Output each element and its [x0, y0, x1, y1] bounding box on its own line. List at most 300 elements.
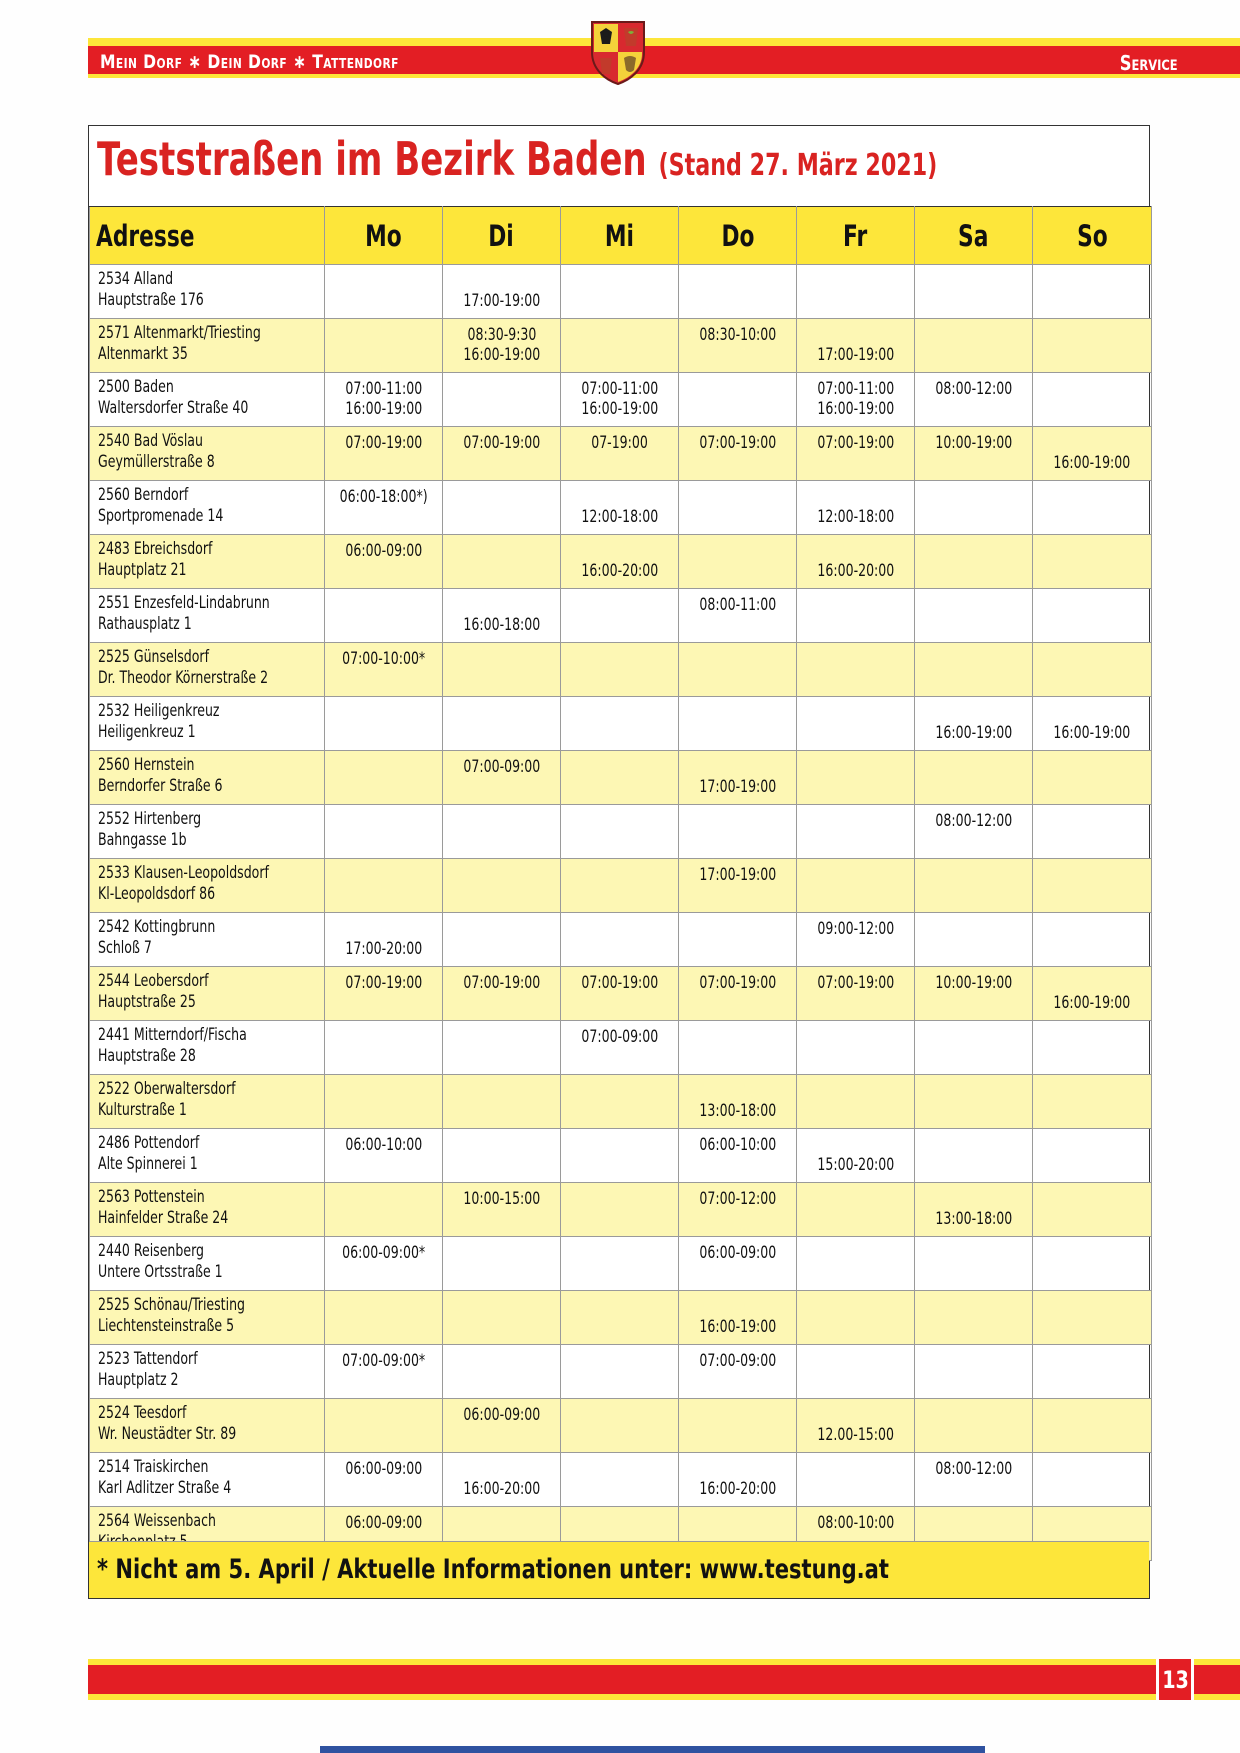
time-slot-text: 16:00-19:00 — [935, 723, 1012, 743]
time-slot — [325, 973, 442, 993]
column-header-label: Mo — [365, 218, 402, 253]
time-cell — [915, 967, 1033, 1021]
time-cell — [443, 265, 561, 319]
time-cell — [679, 265, 797, 319]
time-cell — [325, 1237, 443, 1291]
time-slot-text: 08:00-11:00 — [699, 595, 776, 615]
time-cell — [561, 1345, 679, 1399]
time-slot-text: 12.00-15:00 — [817, 1425, 894, 1445]
address-cell — [90, 589, 325, 643]
header-yellow-strip-bottom — [88, 74, 1240, 78]
time-cell — [915, 913, 1033, 967]
time-slot — [679, 1135, 796, 1155]
footnote: * Nicht am 5. April / Aktuelle Informationen unter: www.testung.at — [97, 1554, 889, 1585]
time-cell — [679, 535, 797, 589]
address-line-street: Hauptplatz 2 — [98, 1370, 179, 1390]
address-line-street: Altenmarkt 35 — [98, 344, 188, 364]
address-line-town: 2523 Tattendorf — [98, 1349, 198, 1369]
municipal-crest-icon — [588, 18, 648, 86]
time-slot — [797, 433, 914, 453]
time-cell — [797, 535, 915, 589]
page-title — [97, 132, 937, 186]
time-cell — [679, 1129, 797, 1183]
time-slot-text: 16:00-19:00 — [581, 399, 658, 419]
time-cell — [797, 1291, 915, 1345]
table-row — [90, 427, 1152, 481]
time-cell — [443, 1183, 561, 1237]
address-text — [98, 917, 215, 959]
time-cell — [1033, 643, 1152, 697]
time-slot-text: 07:00-10:00* — [341, 649, 426, 669]
time-slot — [443, 973, 560, 993]
address-line-town: 2542 Kottingbrunn — [98, 917, 216, 937]
table-row — [90, 1237, 1152, 1291]
time-cell — [797, 967, 915, 1021]
table-row — [90, 589, 1152, 643]
time-slot — [915, 723, 1032, 743]
time-cell — [561, 481, 679, 535]
time-slot — [325, 1243, 442, 1263]
time-cell — [679, 1021, 797, 1075]
column-header-day — [443, 207, 561, 265]
time-slot — [325, 1351, 442, 1371]
time-slot-text: 17:00-20:00 — [345, 939, 422, 959]
time-slot-text: 06:00-09:00 — [345, 1513, 422, 1533]
time-cell — [561, 1237, 679, 1291]
page-number: 13 — [1162, 1666, 1189, 1694]
time-cell — [679, 481, 797, 535]
table-row — [90, 967, 1152, 1021]
time-slot-text: 07:00-11:00 — [581, 379, 658, 399]
address-line-street: Kulturstraße 1 — [98, 1100, 187, 1120]
time-cell — [443, 1399, 561, 1453]
time-slot-text: 16:00-19:00 — [1053, 453, 1131, 473]
time-slot-text: 15:00-20:00 — [817, 1155, 894, 1175]
column-header-label: Adresse — [96, 218, 195, 253]
time-cell — [325, 1075, 443, 1129]
time-cell — [1033, 1237, 1152, 1291]
time-slot-text: 13:00-18:00 — [699, 1101, 776, 1121]
time-slot — [915, 811, 1032, 831]
time-slot-text: 12:00-18:00 — [817, 507, 894, 527]
time-slot-text: 07:00-19:00 — [345, 433, 422, 453]
time-cell — [915, 1021, 1033, 1075]
time-slot — [325, 1513, 442, 1533]
address-line-street: Alte Spinnerei 1 — [98, 1154, 198, 1174]
time-slot-text: 17:00-19:00 — [699, 865, 776, 885]
time-slot-text: 10:00-15:00 — [463, 1189, 540, 1209]
time-cell — [443, 427, 561, 481]
time-slot-text: 07:00-19:00 — [699, 433, 776, 453]
time-cell — [325, 373, 443, 427]
address-line-town: 2483 Ebreichsdorf — [98, 539, 213, 559]
address-text — [98, 1349, 198, 1391]
time-cell — [561, 589, 679, 643]
time-cell — [915, 427, 1033, 481]
column-header-day — [325, 207, 443, 265]
address-line-town: 2532 Heiligenkreuz — [98, 701, 220, 721]
time-slot-text: 07:00-09:00 — [463, 757, 540, 777]
time-slot — [915, 1459, 1032, 1479]
time-cell — [797, 859, 915, 913]
time-slot-text: 06:00-09:00 — [345, 1459, 422, 1479]
time-slot — [325, 541, 442, 561]
time-cell — [325, 643, 443, 697]
table-row — [90, 373, 1152, 427]
time-cell — [561, 1399, 679, 1453]
table-row — [90, 1345, 1152, 1399]
address-text — [98, 269, 204, 311]
address-cell — [90, 1129, 325, 1183]
time-slot — [561, 561, 678, 581]
time-slot — [443, 291, 560, 311]
time-cell — [325, 1453, 443, 1507]
time-slot-text: 08:00-10:00 — [817, 1513, 894, 1533]
time-cell — [797, 373, 915, 427]
time-cell — [1033, 1291, 1152, 1345]
column-header-day — [679, 207, 797, 265]
time-cell — [443, 589, 561, 643]
table-row — [90, 1021, 1152, 1075]
time-slot-text: 07:00-09:00 — [699, 1351, 776, 1371]
footnote-row — [89, 1541, 1149, 1598]
time-cell — [1033, 427, 1152, 481]
time-slot-text: 12:00-18:00 — [581, 507, 658, 527]
address-line-town: 2486 Pottendorf — [98, 1133, 200, 1153]
time-cell — [797, 1453, 915, 1507]
address-text — [98, 1403, 236, 1445]
column-header-label: Do — [721, 218, 754, 253]
address-cell — [90, 1021, 325, 1075]
time-slot-text: 17:00-19:00 — [699, 777, 776, 797]
address-cell — [90, 643, 325, 697]
address-line-street: Hainfelder Straße 24 — [98, 1208, 229, 1228]
time-cell — [1033, 1129, 1152, 1183]
time-cell — [797, 697, 915, 751]
time-slot — [325, 487, 442, 507]
time-cell — [1033, 265, 1152, 319]
time-cell — [915, 1075, 1033, 1129]
time-cell — [679, 643, 797, 697]
time-cell — [325, 427, 443, 481]
address-line-street: Heiligenkreuz 1 — [98, 722, 196, 742]
time-cell — [325, 265, 443, 319]
address-cell — [90, 319, 325, 373]
time-cell — [1033, 1075, 1152, 1129]
time-cell — [325, 805, 443, 859]
address-cell — [90, 1345, 325, 1399]
address-text — [98, 1241, 223, 1283]
time-slot — [325, 1135, 442, 1155]
time-slot-text: 06:00-09:00 — [699, 1243, 776, 1263]
table-row — [90, 1399, 1152, 1453]
time-cell — [443, 1291, 561, 1345]
time-slot-text: 08:00-12:00 — [935, 1459, 1012, 1479]
address-text — [98, 809, 201, 851]
time-cell — [1033, 481, 1152, 535]
time-slot-text: 07:00-19:00 — [699, 973, 776, 993]
time-cell — [561, 1291, 679, 1345]
time-slot-text: 08:30-10:00 — [699, 325, 776, 345]
address-line-street: Sportpromenade 14 — [98, 506, 224, 526]
table-row — [90, 859, 1152, 913]
time-slot-text: 07:00-19:00 — [345, 973, 422, 993]
time-cell — [915, 859, 1033, 913]
address-line-town: 2552 Hirtenberg — [98, 809, 202, 829]
address-text — [98, 539, 212, 581]
time-slot — [679, 1101, 796, 1121]
table-header-row — [90, 207, 1152, 265]
time-cell — [561, 751, 679, 805]
time-cell — [325, 1345, 443, 1399]
address-cell — [90, 481, 325, 535]
time-slot-text: 06:00-09:00 — [463, 1405, 540, 1425]
address-line-street: Dr. Theodor Körnerstraße 2 — [98, 668, 269, 688]
time-slot — [561, 379, 678, 399]
table-row — [90, 481, 1152, 535]
address-line-street: Bahngasse 1b — [98, 830, 187, 850]
time-cell — [915, 1129, 1033, 1183]
time-slot — [797, 399, 914, 419]
time-cell — [679, 1183, 797, 1237]
time-slot — [797, 919, 914, 939]
address-line-street: Schloß 7 — [98, 938, 152, 958]
time-slot — [915, 973, 1032, 993]
time-cell — [915, 589, 1033, 643]
time-cell — [679, 967, 797, 1021]
time-cell — [679, 697, 797, 751]
column-header-day — [797, 207, 915, 265]
time-cell — [1033, 913, 1152, 967]
address-cell — [90, 1453, 325, 1507]
address-line-town: 2514 Traiskirchen — [98, 1457, 209, 1477]
time-cell — [679, 1237, 797, 1291]
address-text — [98, 1025, 247, 1067]
time-slot — [443, 345, 560, 365]
table-row — [90, 1129, 1152, 1183]
column-header-address — [90, 207, 325, 265]
address-line-town: 2551 Enzesfeld-Lindabrunn — [98, 593, 270, 613]
time-slot-text: 09:00-12:00 — [817, 919, 894, 939]
time-slot — [679, 433, 796, 453]
address-line-town: 2525 Schönau/Triesting — [98, 1295, 245, 1315]
time-cell — [797, 481, 915, 535]
time-slot-text: 16:00-20:00 — [581, 561, 658, 581]
address-text — [98, 755, 223, 797]
time-slot — [443, 1479, 560, 1499]
time-cell — [443, 1021, 561, 1075]
time-cell — [443, 373, 561, 427]
table-row — [90, 265, 1152, 319]
time-cell — [679, 1453, 797, 1507]
time-cell — [443, 1345, 561, 1399]
time-cell — [915, 1453, 1033, 1507]
time-slot — [1033, 993, 1151, 1013]
time-slot — [443, 1405, 560, 1425]
time-slot — [915, 379, 1032, 399]
time-slot — [325, 1459, 442, 1479]
time-cell — [679, 427, 797, 481]
time-cell — [797, 1075, 915, 1129]
time-slot — [325, 379, 442, 399]
time-slot-text: 16:00-19:00 — [817, 399, 894, 419]
time-slot — [679, 595, 796, 615]
time-cell — [679, 859, 797, 913]
table-row — [90, 697, 1152, 751]
time-cell — [325, 1183, 443, 1237]
title-text: Teststraßen im Bezirk Baden — [97, 132, 647, 186]
testing-schedule-panel — [88, 125, 1150, 1599]
address-text — [98, 593, 270, 635]
address-line-town: 2500 Baden — [98, 377, 174, 397]
page-number-badge — [1156, 1659, 1194, 1700]
time-cell — [679, 1399, 797, 1453]
address-text — [98, 1457, 231, 1499]
time-slot-text: 06:00-09:00* — [341, 1243, 426, 1263]
time-slot — [443, 615, 560, 635]
time-slot-text: 08:30-9:30 — [467, 325, 536, 345]
time-cell — [1033, 751, 1152, 805]
time-cell — [915, 319, 1033, 373]
time-cell — [325, 1291, 443, 1345]
address-cell — [90, 859, 325, 913]
time-slot-text: 07:00-19:00 — [463, 433, 540, 453]
column-header-day — [561, 207, 679, 265]
footer-yellow-strip-bottom — [88, 1694, 1240, 1700]
column-header-label: Sa — [958, 218, 989, 253]
address-line-street: Kl-Leopoldsdorf 86 — [98, 884, 216, 904]
time-cell — [797, 1183, 915, 1237]
time-cell — [915, 265, 1033, 319]
time-slot — [443, 433, 560, 453]
time-slot-text: 16:00-18:00 — [463, 615, 540, 635]
header-band — [88, 38, 1240, 78]
address-line-town: 2563 Pottenstein — [98, 1187, 205, 1207]
time-cell — [915, 373, 1033, 427]
time-slot-text: 07:00-09:00 — [581, 1027, 658, 1047]
address-line-town: 2564 Weissenbach — [98, 1511, 216, 1531]
time-cell — [325, 859, 443, 913]
time-cell — [679, 373, 797, 427]
time-slot — [1033, 723, 1151, 743]
time-cell — [561, 1129, 679, 1183]
time-cell — [561, 1183, 679, 1237]
time-cell — [1033, 1345, 1152, 1399]
time-cell — [915, 1183, 1033, 1237]
time-slot-text: 17:00-19:00 — [463, 291, 540, 311]
time-cell — [561, 859, 679, 913]
time-cell — [561, 427, 679, 481]
address-text — [98, 701, 220, 743]
time-slot — [797, 1425, 914, 1445]
address-cell — [90, 373, 325, 427]
address-text — [98, 863, 269, 905]
time-cell — [797, 1129, 915, 1183]
time-cell — [915, 535, 1033, 589]
time-slot — [561, 433, 678, 453]
address-cell — [90, 697, 325, 751]
address-text — [98, 1079, 236, 1121]
time-slot-text: 07:00-19:00 — [817, 433, 894, 453]
time-cell — [915, 1237, 1033, 1291]
time-cell — [1033, 589, 1152, 643]
address-line-town: 2533 Klausen-Leopoldsdorf — [98, 863, 269, 883]
time-slot-text: 13:00-18:00 — [935, 1209, 1012, 1229]
address-cell — [90, 1237, 325, 1291]
time-cell — [1033, 1453, 1152, 1507]
time-cell — [679, 751, 797, 805]
time-cell — [797, 1345, 915, 1399]
address-line-street: Liechtensteinstraße 5 — [98, 1316, 235, 1336]
address-cell — [90, 1399, 325, 1453]
title-date: (Stand 27. März 2021) — [658, 148, 938, 183]
address-line-street: Hauptstraße 28 — [98, 1046, 196, 1066]
address-line-town: 2534 Alland — [98, 269, 174, 289]
time-cell — [325, 319, 443, 373]
address-text — [98, 971, 209, 1013]
time-cell — [797, 319, 915, 373]
time-slot-text: 16:00-20:00 — [463, 1479, 540, 1499]
time-slot — [679, 1243, 796, 1263]
time-slot-text: 06:00-10:00 — [345, 1135, 422, 1155]
time-slot — [797, 345, 914, 365]
address-line-town: 2440 Reisenberg — [98, 1241, 204, 1261]
address-cell — [90, 265, 325, 319]
time-slot-text: 10:00-19:00 — [935, 973, 1012, 993]
footer-band — [88, 1659, 1240, 1700]
time-cell — [325, 535, 443, 589]
time-cell — [325, 1399, 443, 1453]
time-slot — [679, 325, 796, 345]
column-header-label: Fr — [843, 218, 868, 253]
time-slot-text: 08:00-12:00 — [935, 811, 1012, 831]
time-cell — [443, 967, 561, 1021]
time-cell — [561, 1453, 679, 1507]
time-slot-text: 16:00-19:00 — [463, 345, 540, 365]
time-cell — [561, 967, 679, 1021]
address-cell — [90, 427, 325, 481]
table-row — [90, 751, 1152, 805]
time-slot-text: 10:00-19:00 — [935, 433, 1012, 453]
address-text — [98, 1187, 228, 1229]
time-cell — [679, 319, 797, 373]
time-slot — [915, 433, 1032, 453]
time-slot-text: 16:00-20:00 — [817, 561, 894, 581]
time-slot-text: 06:00-10:00 — [699, 1135, 776, 1155]
time-cell — [325, 589, 443, 643]
time-slot-text: 07:00-12:00 — [699, 1189, 776, 1209]
time-cell — [325, 913, 443, 967]
table-row — [90, 1075, 1152, 1129]
section-label: Service — [1120, 51, 1178, 75]
address-line-town: 2544 Leobersdorf — [98, 971, 209, 991]
time-slot — [561, 973, 678, 993]
address-text — [98, 647, 268, 689]
time-slot-text: 16:00-20:00 — [699, 1479, 776, 1499]
time-slot-text: 06:00-09:00 — [345, 541, 422, 561]
time-cell — [443, 751, 561, 805]
address-cell — [90, 1291, 325, 1345]
address-cell — [90, 1075, 325, 1129]
header-nav-text: Mein Dorf ∗ Dein Dorf ∗ Tattendorf — [100, 51, 399, 73]
address-line-town: 2441 Mitterndorf/Fischa — [98, 1025, 247, 1045]
time-cell — [1033, 1183, 1152, 1237]
time-cell — [325, 481, 443, 535]
table-row — [90, 913, 1152, 967]
time-cell — [325, 697, 443, 751]
column-header-day — [915, 207, 1033, 265]
time-slot — [797, 973, 914, 993]
